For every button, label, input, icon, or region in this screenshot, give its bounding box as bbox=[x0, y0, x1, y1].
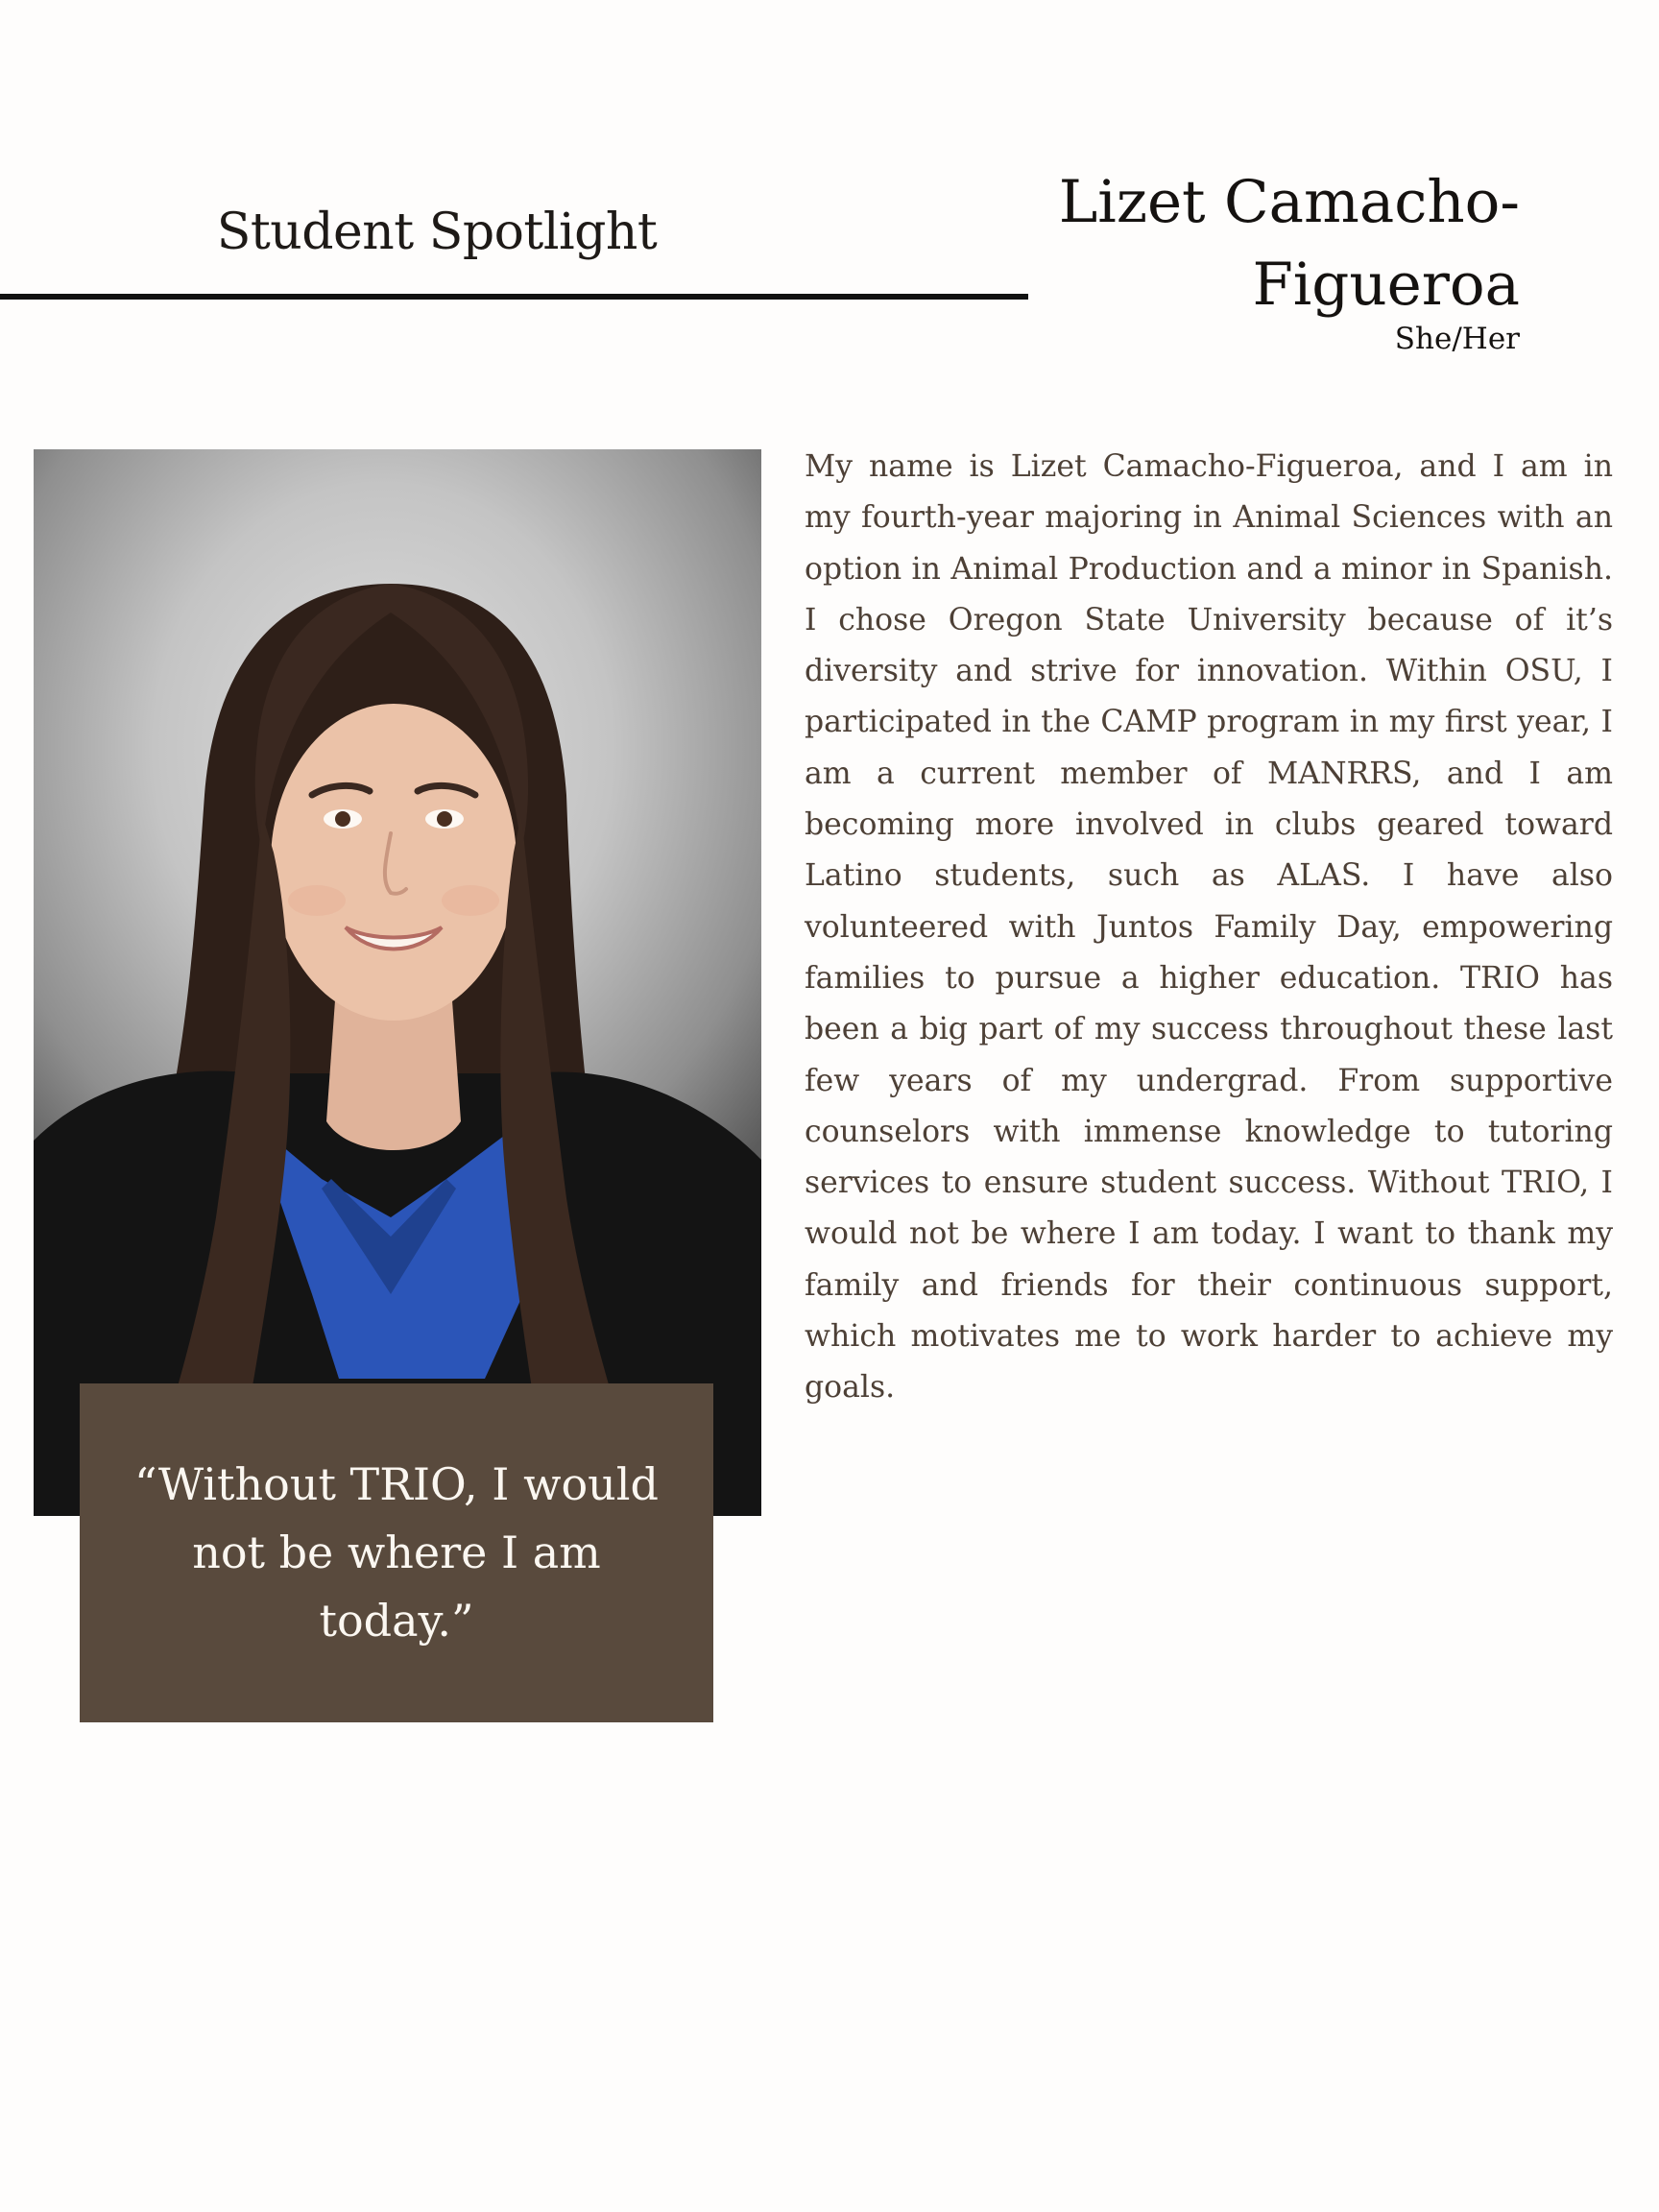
student-name bbox=[944, 161, 1520, 326]
section-label: Student Spotlight bbox=[216, 204, 658, 261]
pull-quote-text: “Without TRIO, I would not be where I am today.” bbox=[134, 1458, 659, 1647]
student-bio-paragraph: My name is Lizet Camacho-Figueroa, and I am in my fourth-year majoring in Animal Sciences with an option in Animal Production and a minor in Spanish. I chose Oregon State University because of it’s diversity and strive for innovation. Within OSU, I participated in the CAMP program in my first year, I am a current member of MANRRS, and I am becoming more involved in clubs geared toward Latino students, such as ALAS. I have also volunteered with Juntos Family Day, empowering families to pursue a higher education. TRIO has been a big part of my success throughout these last few years of my undergrad. From supportive counselors with immense knowledge to tutoring services to ensure student success. Without TRIO, I would not be where I am today. I want to thank my family and friends for their continuous support, which motivates me to work harder to achieve my goals. bbox=[805, 449, 1613, 1406]
student-portrait-photo bbox=[34, 449, 761, 1516]
portrait-illustration bbox=[34, 449, 761, 1516]
header-divider bbox=[0, 294, 1028, 300]
pull-quote-box bbox=[80, 1383, 713, 1722]
student-name-line-1: Lizet Camacho- bbox=[1058, 168, 1520, 236]
student-name-line-2: Figueroa bbox=[1252, 251, 1520, 319]
student-pronouns: She/Her bbox=[1394, 322, 1520, 356]
